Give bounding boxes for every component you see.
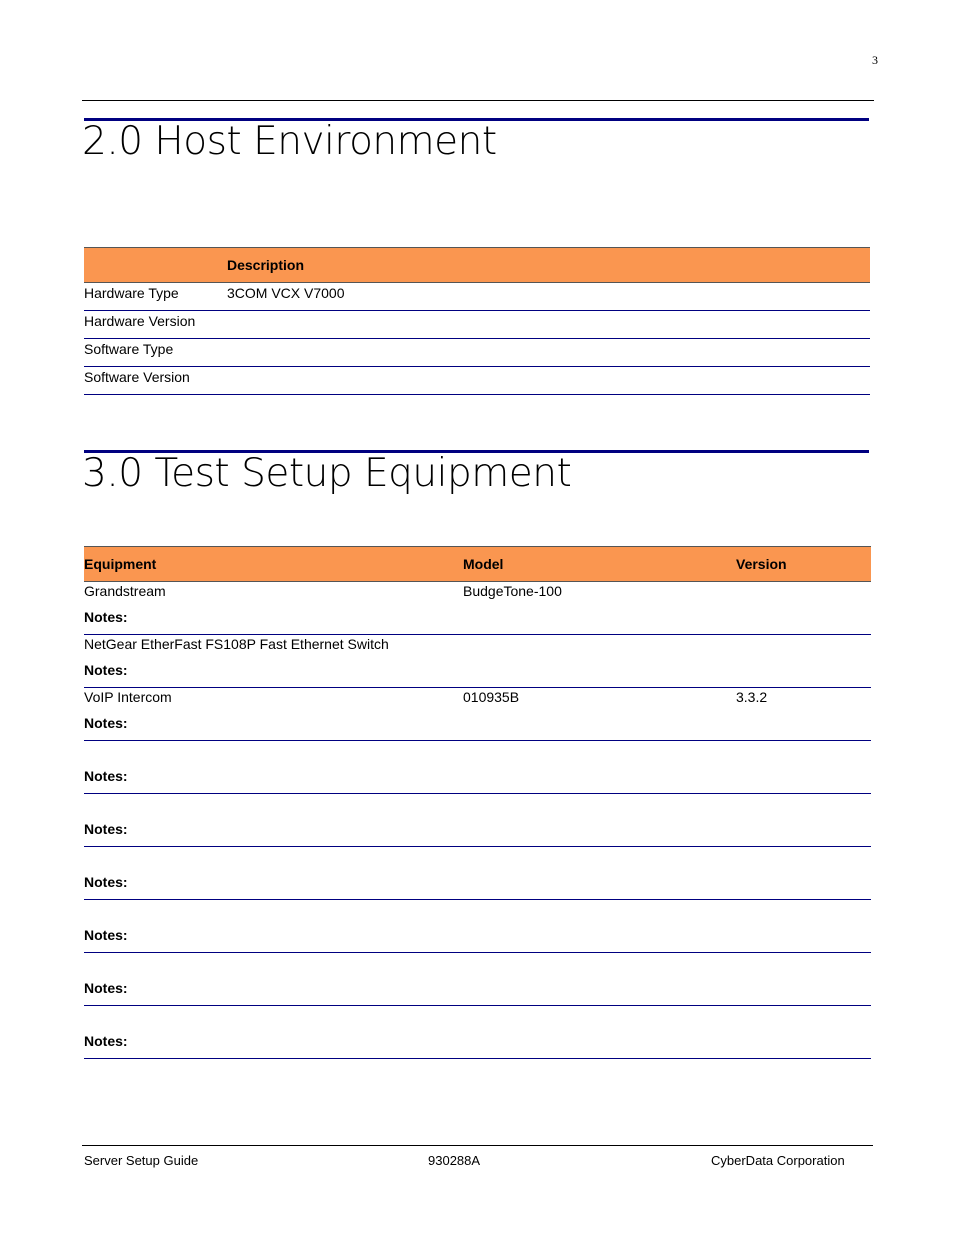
header-cell-description: Description [227, 248, 870, 283]
equipment-cell-version [736, 635, 871, 663]
footer-rule [82, 1145, 873, 1146]
host-row-label: Software Version [84, 367, 227, 395]
equipment-cell-equipment: Grandstream [84, 583, 166, 599]
test-setup-equipment-table [84, 546, 871, 1059]
equipment-cell-version [736, 794, 871, 822]
table-row [84, 741, 871, 769]
notes-row [84, 715, 871, 741]
equipment-cell-model [463, 953, 736, 981]
table-row [84, 367, 870, 395]
header-cell [84, 248, 227, 283]
footer-document-title: Server Setup Guide [84, 1153, 199, 1168]
notes-row [84, 662, 871, 688]
page-number: 3 [872, 53, 878, 67]
notes-row [84, 821, 871, 847]
equipment-cell-version [736, 1006, 871, 1034]
host-row-value: 3COM VCX V7000 [227, 283, 870, 311]
table-row [84, 283, 870, 311]
notes-row [84, 980, 871, 1006]
equipment-cell-equipment: NetGear EtherFast FS108P Fast Ethernet Switch [84, 636, 389, 652]
table-row [84, 794, 871, 822]
equipment-cell-model [463, 635, 736, 663]
header-cell-equipment: Equipment [84, 547, 463, 582]
notes-label: Notes: [84, 874, 871, 900]
equipment-cell-equipment [84, 741, 463, 769]
table-row [84, 635, 871, 663]
equipment-cell-equipment [84, 953, 463, 981]
equipment-cell-model [463, 900, 736, 928]
table-row [84, 688, 871, 716]
notes-row [84, 874, 871, 900]
table-row [84, 1006, 871, 1034]
notes-label: Notes: [84, 980, 871, 1006]
host-row-value [227, 311, 870, 339]
host-row-value [227, 367, 870, 395]
notes-row [84, 927, 871, 953]
notes-label: Notes: [84, 1033, 871, 1059]
footer-document-number: 930288A [428, 1153, 481, 1168]
equipment-cell-model: 010935B [463, 689, 520, 705]
equipment-cell-model: BudgeTone-100 [463, 583, 562, 599]
equipment-cell-equipment [84, 1006, 463, 1034]
equipment-cell-model [463, 847, 736, 875]
notes-row [84, 1033, 871, 1059]
equipment-cell-equipment [84, 847, 463, 875]
table-row [84, 311, 870, 339]
host-row-label: Hardware Version [84, 311, 227, 339]
notes-label: Notes: [84, 609, 871, 635]
host-row-label: Software Type [84, 339, 227, 367]
header-cell-version: Version [736, 547, 871, 582]
host-environment-table [84, 247, 870, 395]
table-row [84, 953, 871, 981]
equipment-cell-model [463, 1006, 736, 1034]
section-title-host-environment: 2.0 Host Environment [82, 119, 497, 164]
section-title-test-setup-equipment: 3.0 Test Setup Equipment [82, 451, 572, 496]
notes-label: Notes: [84, 821, 871, 847]
notes-label: Notes: [84, 768, 871, 794]
equipment-cell-version [736, 953, 871, 981]
table-row [84, 900, 871, 928]
equipment-cell-version [736, 847, 871, 875]
equipment-cell-equipment: VoIP Intercom [84, 689, 172, 705]
host-row-label: Hardware Type [84, 283, 227, 311]
notes-row [84, 768, 871, 794]
header-cell-model: Model [463, 547, 736, 582]
equipment-cell-version [736, 900, 871, 928]
equipment-cell-version [736, 741, 871, 769]
notes-label: Notes: [84, 662, 871, 688]
notes-row [84, 609, 871, 635]
table-row [84, 847, 871, 875]
equipment-cell-model [463, 741, 736, 769]
equipment-cell-version [736, 582, 871, 610]
host-row-value [227, 339, 870, 367]
table-header-row [84, 547, 871, 582]
notes-label: Notes: [84, 715, 871, 741]
notes-label: Notes: [84, 927, 871, 953]
equipment-cell-model [463, 794, 736, 822]
equipment-cell-version: 3.3.2 [736, 689, 768, 705]
table-row [84, 582, 871, 610]
footer-company-name: CyberData Corporation [711, 1153, 845, 1168]
equipment-cell-equipment [84, 900, 463, 928]
header-rule [82, 100, 874, 101]
equipment-cell-equipment [84, 794, 463, 822]
table-row [84, 339, 870, 367]
table-header-row [84, 248, 870, 283]
